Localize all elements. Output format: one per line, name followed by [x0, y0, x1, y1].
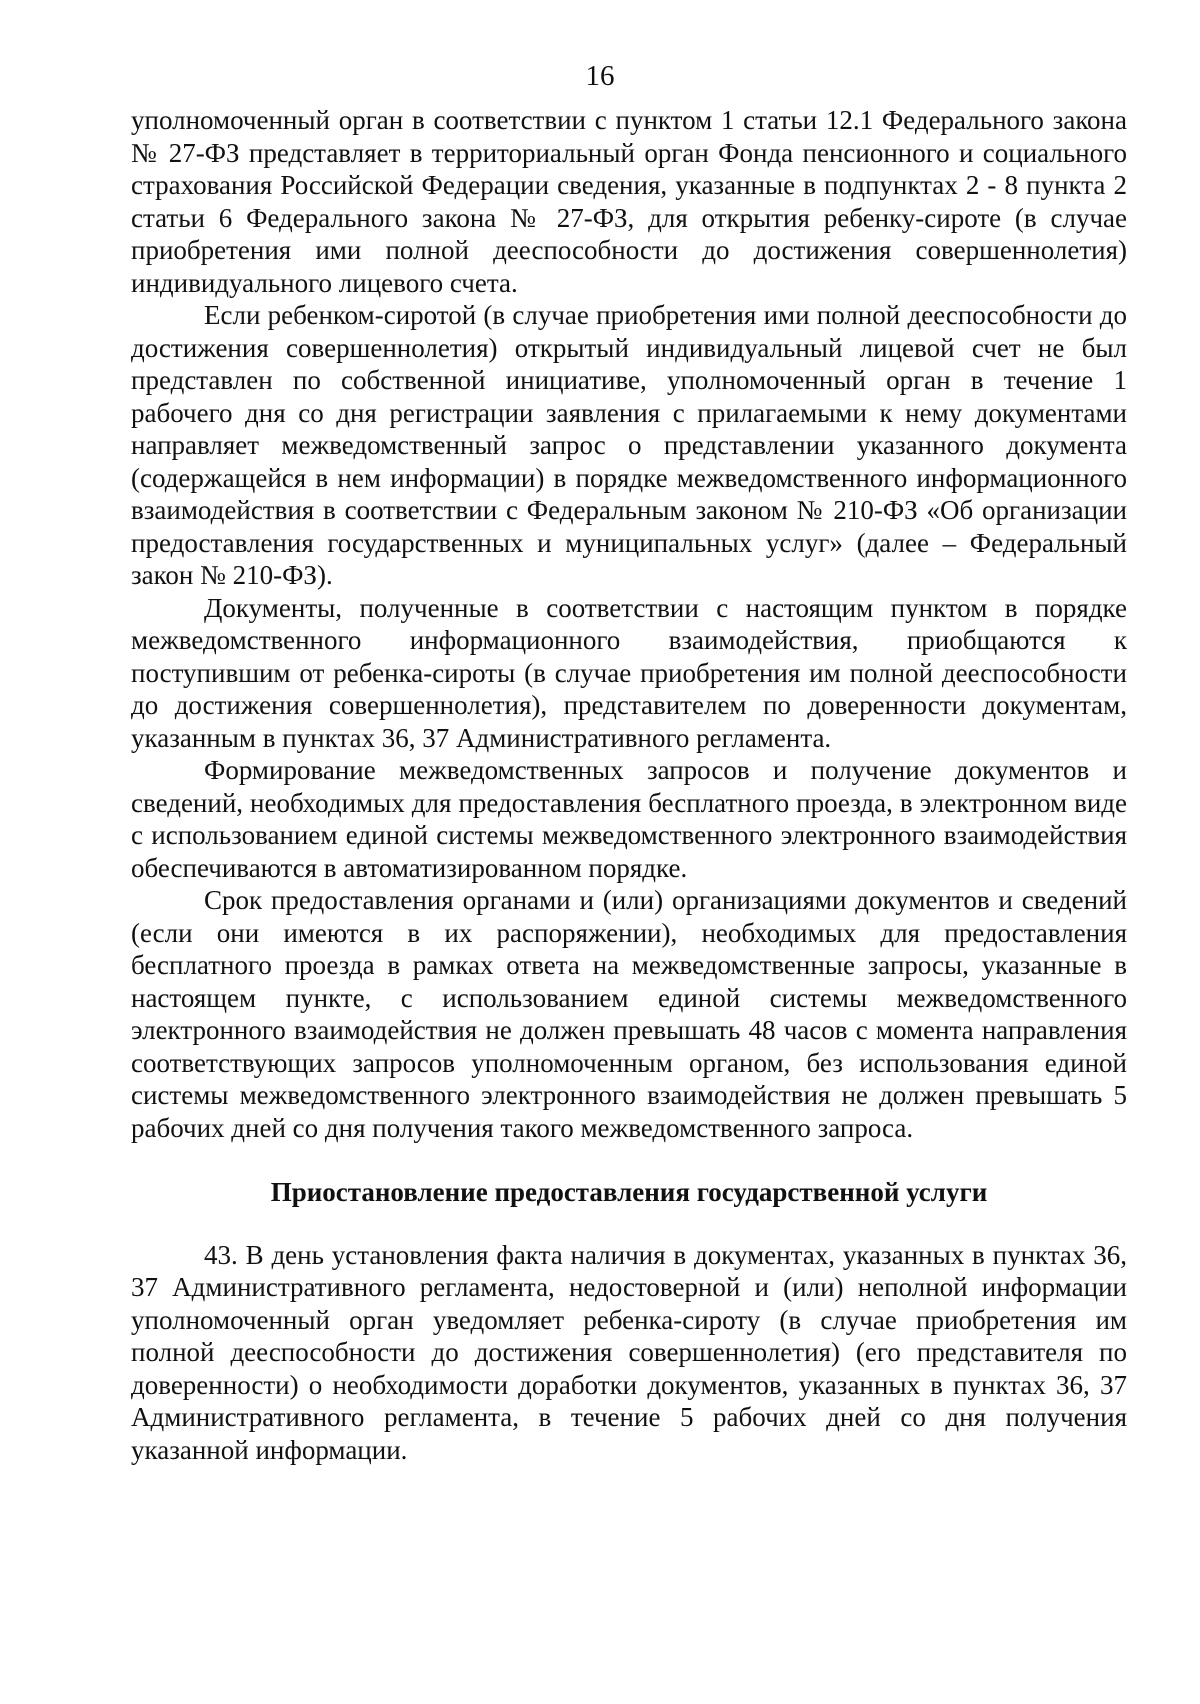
- page-number: 16: [585, 60, 615, 92]
- paragraph-continuation: уполномоченный орган в соответствии с пунктом 1 статьи 12.1 Федерального закона № 27-ФЗ представляет в территориальный орган Фонда пенсионного и социального страхования Российской Федерации сведения, указанные в подпунктах 2 - 8 пункта 2 статьи 6 Федерального закона № 27-ФЗ, для открытия ребенку-сироте (в случае приобретения ими полной дееспособности до достижения совершеннолетия) индивидуального лицевого счета.: [131, 105, 1127, 298]
- paragraph: Если ребенком-сиротой (в случае приобретения ими полной дееспособности до достижения совершеннолетия) открытый индивидуальный лицевой счет не был представлен по собственной инициативе, уполномоченный орган в течение 1 рабочего дня со дня регистрации заявления с прилагаемыми к нему документами направляет межведомственный запрос о представлении указанного документа (содержащейся в нем информации) в порядке межведомственного информационного взаимодействия в соответствии с Федеральным законом № 210-ФЗ «Об организации предоставления государственных и муниципальных услуг» (далее – Федеральный закон № 210-ФЗ).: [131, 300, 1127, 590]
- paragraph: Документы, полученные в соответствии с настоящим пунктом в порядке межведомственного информационного взаимодействия, приобщаются к поступившим от ребенка-сироты (в случае приобретения им полной дееспособности до достижения совершеннолетия), представителем по доверенности документам, указанным в пунктах 36, 37 Административного регламента.: [131, 592, 1127, 753]
- paragraph: Формирование межведомственных запросов и получение документов и сведений, необходимых для предоставления бесплатного проезда, в электронном виде с использованием единой системы межведомственного электронного взаимодействия обеспечиваются в автоматизированном порядке.: [131, 755, 1127, 883]
- section-heading: Приостановление предоставления государственной услуги: [270, 1177, 988, 1207]
- document-body: [131, 104, 1127, 1466]
- paragraph: Срок предоставления органами и (или) организациями документов и сведений (если они имеются в их распоряжении), необходимых для предоставления бесплатного проезда в рамках ответа на межведомственные запросы, указанные в настоящем пункте, с использованием единой системы межведомственного электронного взаимодействия не должен превышать 48 часов с момента направления соответствующих запросов уполномоченным органом, без использования единой системы межведомственного электронного взаимодействия не должен превышать 5 рабочих дней со дня получения такого межведомственного запроса.: [131, 885, 1127, 1143]
- paragraph-item-43: 43. В день установления факта наличия в документах, указанных в пунктах 36, 37 Административного регламента, недостоверной и (или) неполной информации уполномоченный орган уведомляет ребенка-сироту (в случае приобретения им полной дееспособности до достижения совершеннолетия) (его представителя по доверенности) о необходимости доработки документов, указанных в пунктах 36, 37 Административного регламента, в течение 5 рабочих дней со дня получения указанной информации.: [131, 1239, 1127, 1465]
